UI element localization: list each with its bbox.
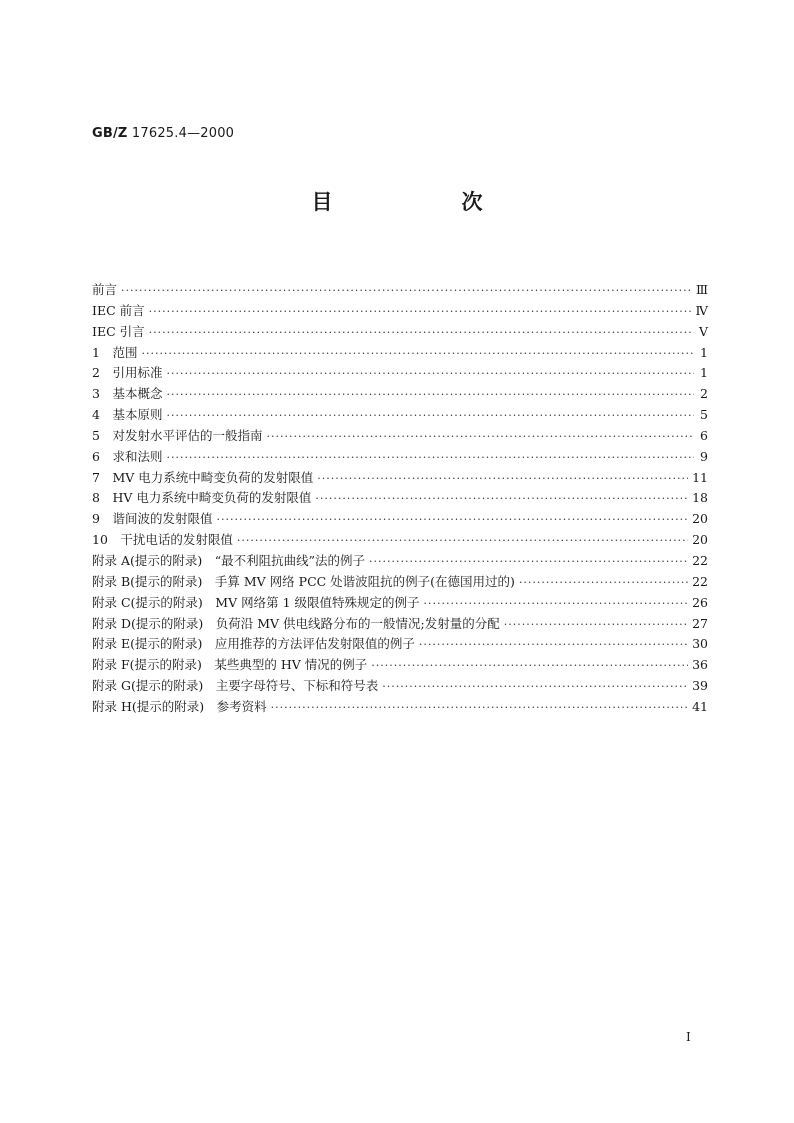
toc-entry-label: 附录 A(提示的附录) “最不利阻抗曲线”法的例子 (92, 552, 366, 568)
toc-entry[interactable] (92, 343, 708, 364)
toc-entry[interactable] (92, 509, 708, 530)
toc-entry-label: 4 基本原则 (92, 407, 163, 423)
toc-entry[interactable] (92, 614, 708, 635)
toc-entry-label: 附录 B(提示的附录) 手算 MV 网络 PCC 处谐波阻抗的例子(在德国用过的) (92, 573, 515, 589)
toc-entry-label: 1 范围 (92, 344, 138, 360)
toc-entry[interactable] (92, 593, 708, 614)
toc-entry-page: 9 (700, 448, 708, 464)
toc-entry-label: 9 谐间波的发射限值 (92, 511, 213, 527)
toc-entry[interactable] (92, 447, 708, 468)
toc-dot-leader (382, 677, 688, 698)
toc-entry[interactable] (92, 280, 708, 301)
toc-entry-label: 6 求和法则 (92, 448, 163, 464)
toc-dot-leader (166, 448, 694, 469)
toc-entry-page: Ⅴ (698, 323, 708, 339)
standard-prefix: GB/Z (92, 126, 128, 141)
toc-entry[interactable] (92, 551, 708, 572)
toc-dot-leader (121, 281, 692, 302)
toc-entry-label: 3 基本概念 (92, 386, 163, 402)
toc-entry-label: 附录 G(提示的附录) 主要字母符号、下标和符号表 (92, 678, 379, 694)
toc-entry-page: 20 (692, 511, 708, 527)
toc-dot-leader (166, 406, 694, 427)
toc-entry-page: 22 (692, 552, 708, 568)
toc-entry-label: 附录 H(提示的附录) 参考资料 (92, 698, 267, 714)
toc-dot-leader (271, 698, 688, 719)
toc-entry-label: 10 干扰电话的发射限值 (92, 532, 233, 548)
toc-entry-page: 2 (700, 386, 708, 402)
toc-dot-leader (237, 531, 688, 552)
toc-entry[interactable] (92, 676, 708, 697)
toc-entry-page: 27 (692, 615, 708, 631)
toc-entry-page: 26 (692, 594, 708, 610)
toc-entry-page: Ⅳ (695, 302, 708, 318)
toc-dot-leader (141, 344, 694, 365)
toc-entry-label: 5 对发射水平评估的一般指南 (92, 427, 263, 443)
toc-entry-label: 附录 F(提示的附录) 某些典型的 HV 情况的例子 (92, 657, 368, 673)
toc-entry-page: 30 (692, 636, 708, 652)
toc-dot-leader (166, 385, 694, 406)
toc-entry[interactable] (92, 468, 708, 489)
standard-number: 17625.4—2000 (131, 126, 235, 141)
toc-dot-leader (315, 489, 688, 510)
toc-dot-leader (504, 615, 688, 636)
toc-entry[interactable] (92, 363, 708, 384)
table-of-contents (92, 280, 708, 718)
toc-entry-label: 2 引用标准 (92, 365, 163, 381)
toc-entry-page: 6 (700, 427, 708, 443)
toc-entry[interactable] (92, 322, 708, 343)
toc-entry[interactable] (92, 384, 708, 405)
toc-entry-page: Ⅲ (695, 282, 708, 297)
toc-dot-leader (149, 323, 694, 344)
toc-entry-label: IEC 引言 (92, 323, 145, 339)
toc-dot-leader (317, 469, 688, 490)
toc-dot-leader (519, 573, 688, 594)
toc-entry-page: 1 (700, 344, 708, 360)
toc-entry[interactable] (92, 405, 708, 426)
toc-entry-label: 附录 D(提示的附录) 负荷沿 MV 供电线路分布的一般情况;发射量的分配 (92, 615, 500, 631)
page-number: I (686, 1030, 691, 1044)
page-title: 目 次 (311, 190, 537, 214)
toc-entry[interactable] (92, 634, 708, 655)
toc-dot-leader (424, 594, 689, 615)
toc-entry-page: 18 (692, 490, 708, 506)
toc-entry[interactable] (92, 530, 708, 551)
toc-entry-label: 8 HV 电力系统中畸变负荷的发射限值 (92, 490, 312, 506)
toc-entry-label: 附录 E(提示的附录) 应用推荐的方法评估发射限值的例子 (92, 636, 415, 652)
standard-code (92, 126, 234, 141)
toc-dot-leader (369, 552, 688, 573)
toc-entry-page: 5 (700, 407, 708, 423)
toc-entry[interactable] (92, 572, 708, 593)
toc-entry-page: 11 (692, 469, 708, 485)
toc-dot-leader (419, 635, 688, 656)
toc-entry-page: 41 (692, 698, 708, 714)
toc-entry-page: 1 (700, 365, 708, 381)
toc-dot-leader (266, 427, 694, 448)
toc-entry[interactable] (92, 426, 708, 447)
toc-entry[interactable] (92, 655, 708, 676)
toc-entry-page: 36 (692, 657, 708, 673)
toc-entry-label: 7 MV 电力系统中畸变负荷的发射限值 (92, 469, 314, 485)
toc-entry-label: IEC 前言 (92, 302, 145, 318)
toc-entry[interactable] (92, 488, 708, 509)
toc-entry[interactable] (92, 697, 708, 718)
toc-dot-leader (166, 364, 694, 385)
toc-entry-label: 附录 C(提示的附录) MV 网络第 1 级限值特殊规定的例子 (92, 594, 420, 610)
toc-entry-page: 20 (692, 532, 708, 548)
toc-entry-page: 22 (692, 573, 708, 589)
toc-entry[interactable] (92, 301, 708, 322)
toc-dot-leader (216, 510, 688, 531)
toc-dot-leader (371, 656, 688, 677)
toc-entry-label: 前言 (92, 282, 118, 297)
toc-entry-page: 39 (692, 678, 708, 694)
toc-dot-leader (149, 302, 692, 323)
